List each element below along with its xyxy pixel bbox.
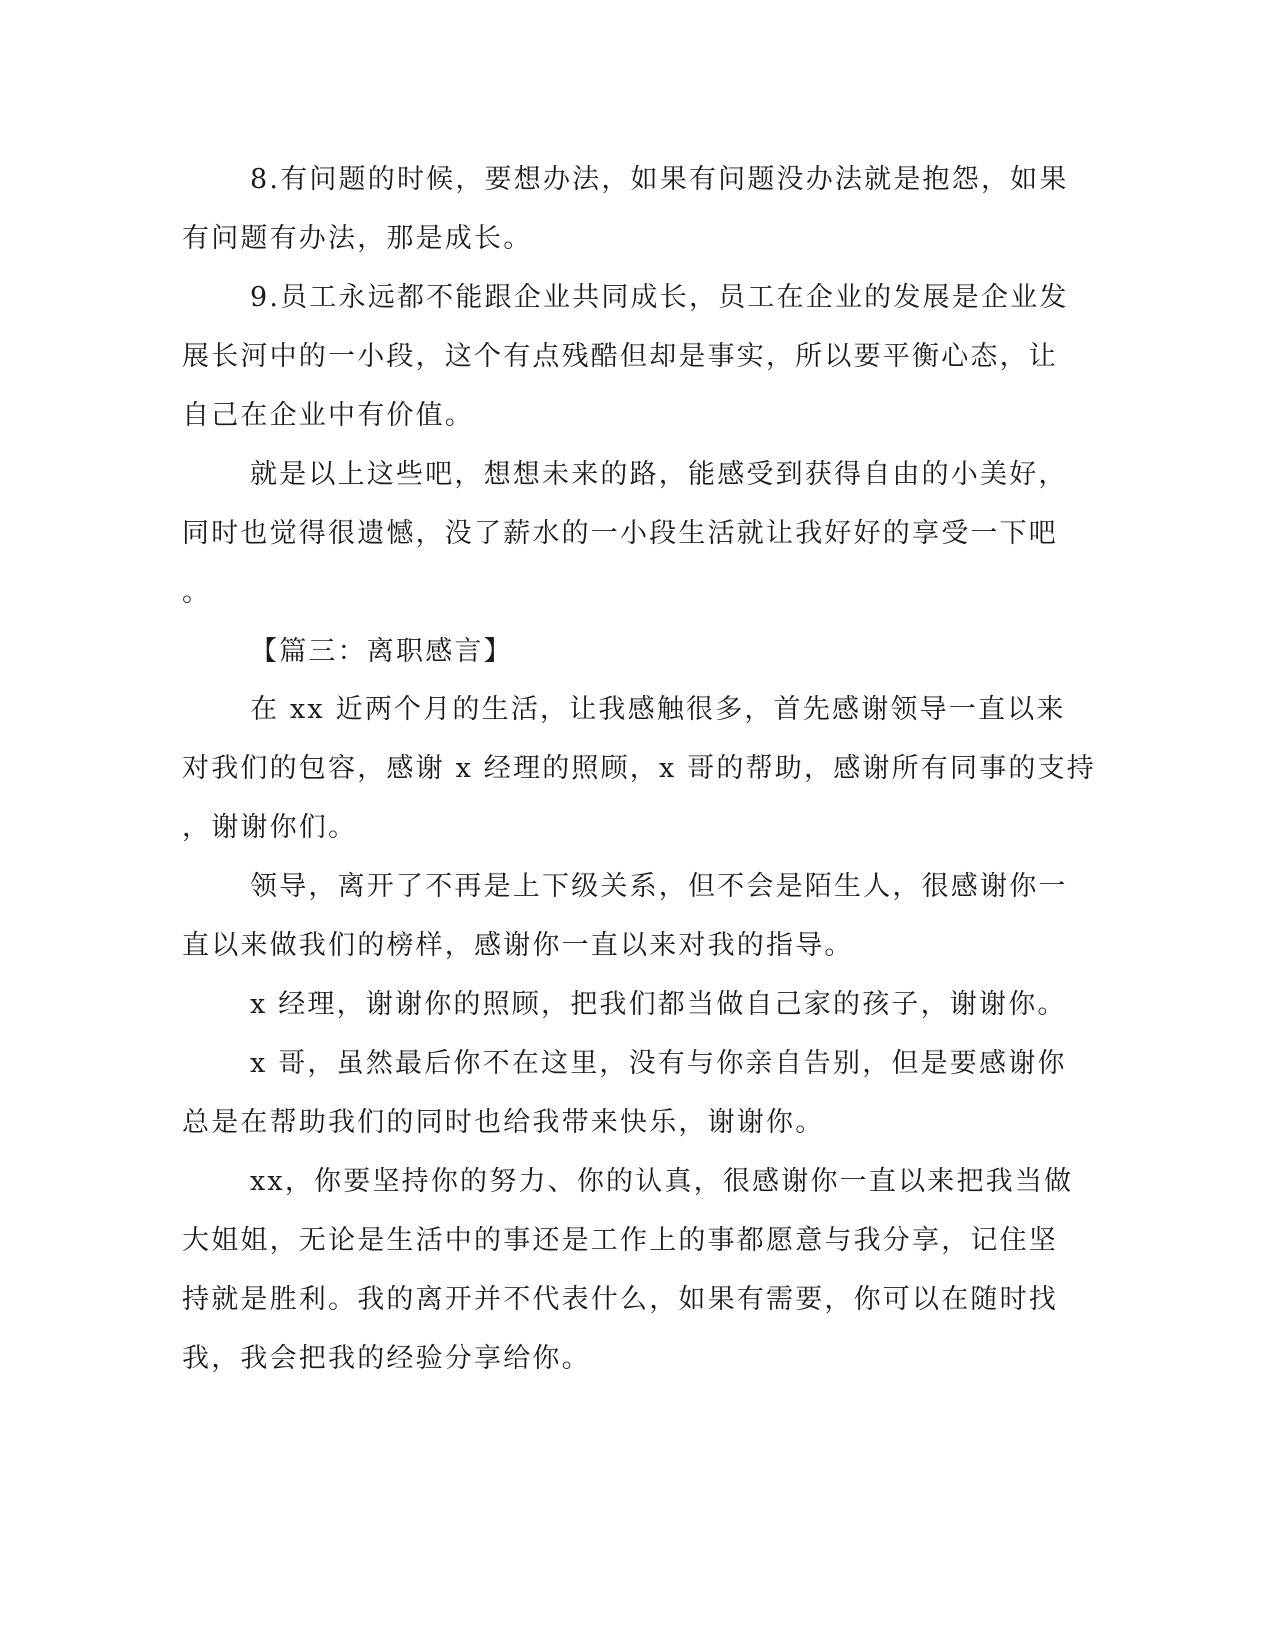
manager-paragraph: x 经理，谢谢你的照顾，把我们都当做自己家的孩子，谢谢你。: [250, 989, 1067, 1020]
brother-paragraph-line-1: x 哥，虽然最后你不在这里，没有与你亲自告别，但是要感谢你: [250, 1048, 1067, 1079]
colleague-paragraph-line-2: 大姐姐，无论是生活中的事还是工作上的事都愿意与我分享，记住坚: [182, 1225, 1058, 1256]
paragraph-8-line-2: 有问题有办法，那是成长。: [182, 223, 533, 254]
summary-line-2: 同时也觉得很遗憾，没了薪水的一小段生活就让我好好的享受一下吧: [182, 518, 1058, 549]
paragraph-8-line-1: 8.有问题的时候，要想办法，如果有问题没办法就是抱怨，如果: [250, 164, 1069, 195]
brother-paragraph-line-2: 总是在帮助我们的同时也给我带来快乐，谢谢你。: [182, 1107, 825, 1138]
paragraph-9-line-3: 自己在企业中有价值。: [182, 400, 474, 431]
paragraph-9-line-2: 展长河中的一小段，这个有点残酷但却是事实，所以要平衡心态，让: [182, 341, 1058, 372]
colleague-paragraph-line-4: 我，我会把我的经验分享给你。: [182, 1343, 591, 1374]
thanks-paragraph-line-1: 在 xx 近两个月的生活，让我感触很多，首先感谢领导一直以来: [250, 694, 1066, 725]
colleague-paragraph-line-1: xx，你要坚持你的努力、你的认真，很感谢你一直以来把我当做: [250, 1166, 1074, 1197]
leader-paragraph-line-2: 直以来做我们的榜样，感谢你一直以来对我的指导。: [182, 930, 854, 961]
colleague-paragraph-line-3: 持就是胜利。我的离开并不代表什么，如果有需要，你可以在随时找: [182, 1284, 1058, 1315]
summary-line-3: 。: [182, 577, 212, 608]
paragraph-9-line-1: 9.员工永远都不能跟企业共同成长，员工在企业的发展是企业发: [250, 282, 1069, 313]
section-heading: 【篇三：离职感言】: [250, 636, 513, 667]
leader-paragraph-line-1: 领导，离开了不再是上下级关系，但不会是陌生人，很感谢你一: [250, 871, 1068, 902]
summary-line-1: 就是以上这些吧，想想未来的路，能感受到获得自由的小美好，: [250, 459, 1068, 490]
thanks-paragraph-line-2: 对我们的包容，感谢 x 经理的照顾，x 哥的帮助，感谢所有同事的支持: [182, 753, 1097, 784]
thanks-paragraph-line-3: ，谢谢你们。: [182, 812, 358, 843]
